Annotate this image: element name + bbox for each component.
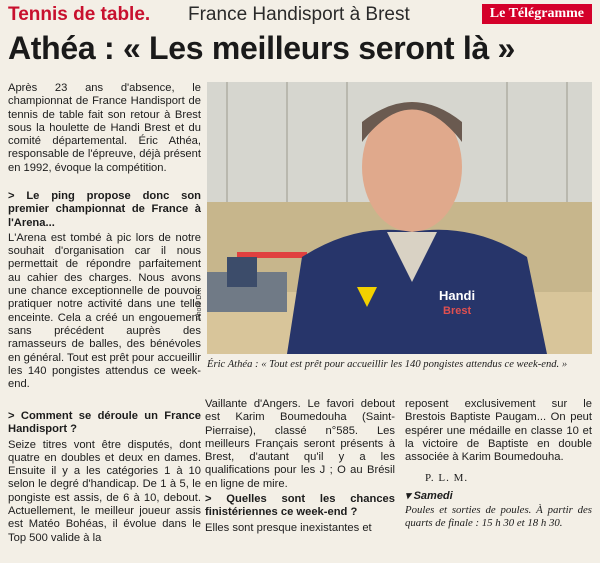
question-1: > Le ping propose donc son premier championnat de France à l'Arena... <box>8 190 201 229</box>
answer-3-continued: reposent exclusivement sur le Brestois Baptiste Paugam... On peut espérer une médaille en classe 10 et la victoire de Baptiste en double associée à Karim Boumedouha. <box>405 398 592 464</box>
jacket-logo-subtext: Brest <box>443 305 472 317</box>
headline: Athéa : « Les meilleurs seront là » <box>8 30 516 66</box>
answer-3: Elles sont presque inexistantes et <box>205 521 372 534</box>
photo-credit: Photo DR <box>196 289 203 320</box>
rubric: Tennis de table. <box>8 4 151 25</box>
answer-1: L'Arena est tombé à pic lors de notre souhait d'organisation car il nous permettait de répondre parfaitement au cahier des charges. Nous avons une chance exceptionnelle de pouvoir pratiquer notre activité dans une telle enceinte. Cela a créé un engouement sans précédent auprès des ramasseurs de balles, des bénévoles en général. Tout est prêt pour accueillir les 140 pongistes attendus ce week-end. <box>8 231 201 391</box>
jacket-logo-text: Handi <box>439 288 476 303</box>
photo-illustration <box>207 82 592 354</box>
portrait-photo <box>207 82 592 354</box>
question-3: > Quelles sont les chances finistériennes ce week-end ? <box>205 493 395 519</box>
author-signature: P. L. M. <box>425 472 469 485</box>
newspaper-logo: Le Télégramme <box>482 4 592 24</box>
schedule-text: Poules et sorties de poules. À partir des quarts de finale : 15 h 30 et 18 h 30. <box>405 504 592 530</box>
question-2: > Comment se déroule un France Handisport ? <box>8 410 201 436</box>
article-lead: Après 23 ans d'absence, le championnat de France Handisport de tennis de table fait son retour à Brest sous la houlette de Handi Brest et du comité départemental. Éric Athéa, responsable de l'épreuve, déjà présent en 1992, évoque la compétition. <box>8 82 201 174</box>
answer-2: Seize titres vont être disputés, dont quatre en doubles et deux en dames. Ensuite il y a les catégories 1 à 10 selon le degré d'handicap. De 1 à 5, le pongiste est assis, de 6 à 10, debout. Actuellement, le meilleur joueur assis est Matéo Bohéas, il évolue dans le Top 500 valide à la <box>8 438 201 544</box>
column-left <box>8 190 201 393</box>
section-title: France Handisport à Brest <box>188 4 410 25</box>
article-header <box>8 4 592 28</box>
photo-caption: Éric Athéa : « Tout est prêt pour accueillir les 140 pongistes attendus ce week-end. » <box>207 359 568 370</box>
column-left-bottom <box>8 410 201 547</box>
column-right <box>405 398 592 530</box>
answer-2-continued: Vaillante d'Angers. Le favori debout est Karim Boumedouha (Saint-Pierraise), classé n°585. Les meilleurs Français seront présents à Brest, d'autant qu'il y a les qualifications pour les J ; O au Brésil en ligne de mire. <box>205 398 395 490</box>
schedule-title: ▾ Samedi <box>405 489 453 502</box>
column-middle <box>205 398 395 537</box>
